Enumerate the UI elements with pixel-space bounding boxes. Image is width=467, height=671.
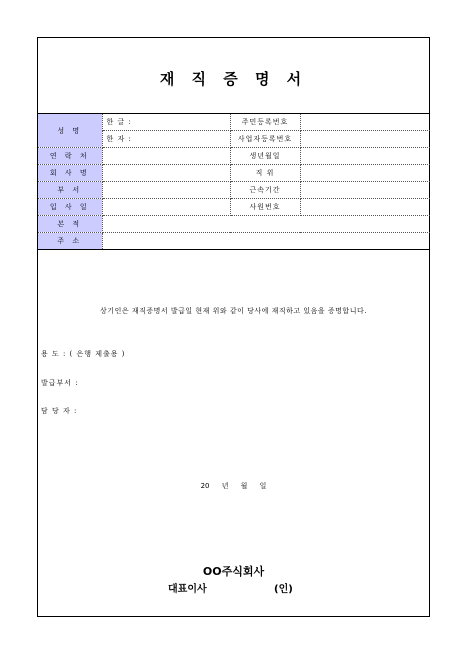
birth-field[interactable] bbox=[300, 148, 430, 165]
table-row bbox=[38, 182, 430, 199]
business-number-label: 사업자등록번호 bbox=[230, 131, 300, 148]
domicile-field[interactable] bbox=[102, 216, 430, 233]
contact-label: 연 락 처 bbox=[38, 148, 102, 165]
representative-title: 대표이사 bbox=[168, 584, 207, 595]
purpose-line: 용 도 : ( 은행 제출용 ) bbox=[41, 350, 126, 358]
issue-date: 20 년 월 일 bbox=[200, 482, 267, 490]
tenure-label: 근속기간 bbox=[230, 182, 300, 199]
domicile-label: 본 적 bbox=[38, 216, 102, 233]
employee-number-field[interactable] bbox=[300, 199, 430, 216]
name-chinese-field[interactable]: 한 자 : bbox=[102, 131, 230, 148]
table-row bbox=[38, 165, 430, 182]
company-name: OO주식회사 bbox=[202, 565, 265, 578]
company-label: 회 사 명 bbox=[38, 165, 102, 182]
issuer-department-line: 발급부서 : bbox=[41, 379, 79, 387]
table-row bbox=[38, 199, 430, 216]
address-field[interactable] bbox=[102, 233, 430, 250]
employee-number-label: 사원번호 bbox=[230, 199, 300, 216]
department-field[interactable] bbox=[102, 182, 230, 199]
name-label: 성 명 bbox=[38, 114, 102, 148]
address-label: 주 소 bbox=[38, 233, 102, 250]
certificate-sheet bbox=[37, 37, 430, 617]
join-date-label: 입 사 일 bbox=[38, 199, 102, 216]
position-label: 직 위 bbox=[230, 165, 300, 182]
birth-label: 생년월일 bbox=[230, 148, 300, 165]
table-row bbox=[38, 233, 430, 250]
document-title: 재 직 증 명 서 bbox=[159, 70, 308, 88]
department-label: 부 서 bbox=[38, 182, 102, 199]
resident-number-label: 주민등록번호 bbox=[230, 114, 300, 131]
company-field[interactable] bbox=[102, 165, 230, 182]
manager-line: 담 당 자 : bbox=[41, 407, 78, 415]
tenure-field[interactable] bbox=[300, 182, 430, 199]
business-number-field[interactable] bbox=[300, 131, 430, 148]
contact-field[interactable] bbox=[102, 148, 230, 165]
name-korean-field[interactable]: 한 글 : bbox=[102, 114, 230, 131]
resident-number-field[interactable] bbox=[300, 114, 430, 131]
info-table bbox=[38, 113, 430, 250]
certification-statement: 상기인은 재직증명서 발급일 현재 위와 같이 당사에 재직하고 있음을 증명합니다. bbox=[100, 307, 367, 315]
table-row bbox=[38, 114, 430, 131]
table-row bbox=[38, 148, 430, 165]
table-row bbox=[38, 216, 430, 233]
join-date-field[interactable] bbox=[102, 199, 230, 216]
seal-mark: (인) bbox=[274, 584, 293, 595]
position-field[interactable] bbox=[300, 165, 430, 182]
